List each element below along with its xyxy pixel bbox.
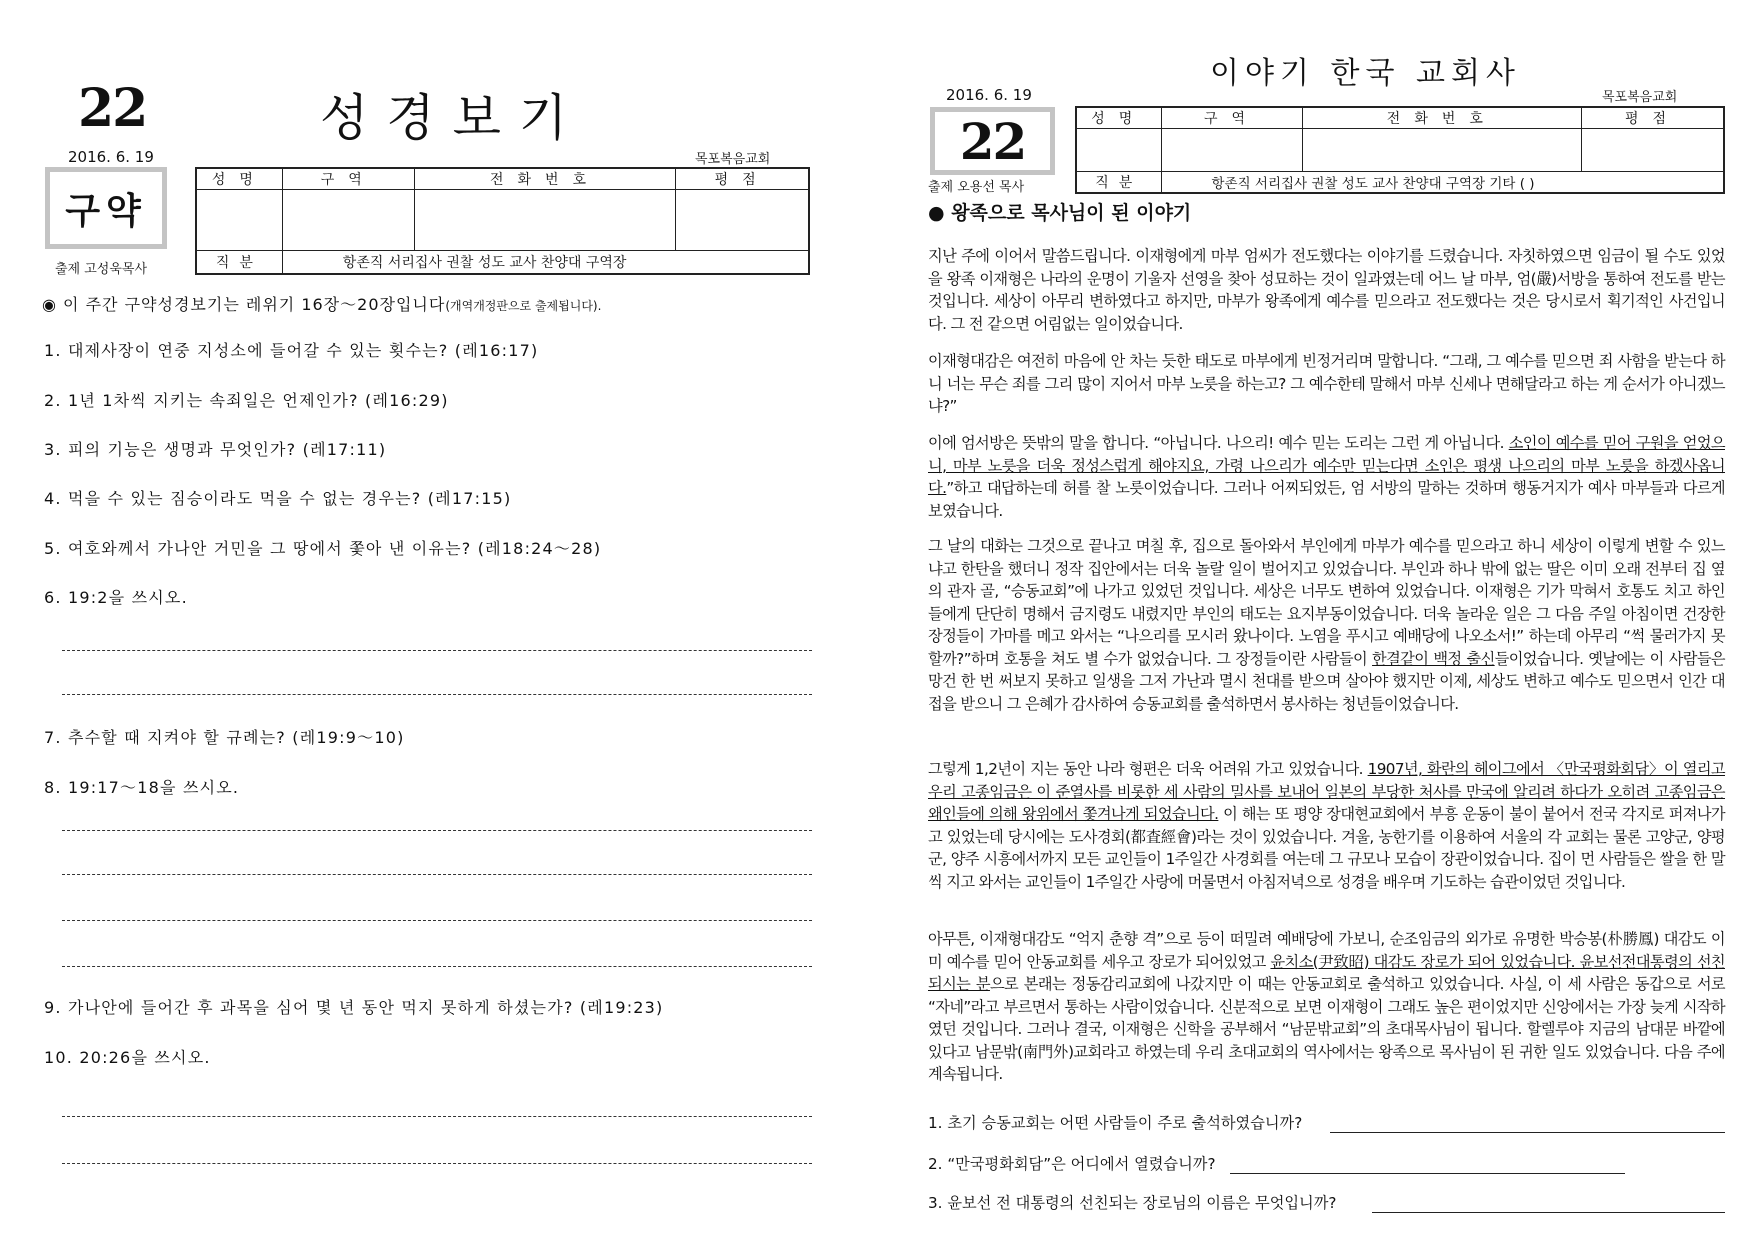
header-phone: 전화번호 xyxy=(414,168,676,190)
left-intro xyxy=(42,292,601,315)
answer-line[interactable] xyxy=(62,1116,812,1117)
left-page-title: 성경보기 xyxy=(320,89,586,147)
story-answer-line-2[interactable] xyxy=(1230,1173,1625,1174)
role-options[interactable]: 항존직 서리집사 권찰 성도 교사 찬양대 구역장 xyxy=(282,251,809,275)
answer-line[interactable] xyxy=(62,920,812,921)
question-7: 7. 추수할 때 지켜야 할 규례는? (레19:9～10) xyxy=(44,728,405,747)
right-page-title: 이야기 한국 교회사 xyxy=(1210,56,1521,91)
header-name: 성명 xyxy=(1076,107,1161,129)
story-paragraph-3: 이에 엄서방은 뜻밖의 말을 합니다. “아닙니다. 나으리! 예수 믿는 도리는 그런 게 아닙니다. 소인이 예수를 믿어 구원을 얻었으니, 마부 노릇을 더욱 정성스럽게 해야지요, 가령 나으리가 예수만 믿는다면 소인은 평생 나으리의 마부 노릇을 하겠사옵니다.”하고 대답하는데 허를 찰 노릇이었습니다. 그러나 어찌되었든, 엄 서방의 말하는 것하며 행동거지가 예사 마부들과 다르게 보였습니다. xyxy=(928,434,1725,520)
header-name: 성명 xyxy=(196,168,282,190)
header-district: 구역 xyxy=(1161,107,1302,129)
question-2: 2. 1년 1차씩 지키는 속죄일은 언제인가? (레16:29) xyxy=(44,391,449,410)
story-question-2: 2. “만국평화회담”은 어디에서 열렸습니까? xyxy=(928,1155,1216,1173)
underlined-quote: 소인이 예수를 믿어 구원을 얻었으니, 마부 노릇을 더욱 정성스럽게 해야지요, 가령 나으리가 예수만 믿는다면 소인은 평생 나으리의 마부 노릇을 하겠사옵니다. xyxy=(928,434,1725,497)
story-paragraph-2: 이재형대감은 여전히 마음에 안 차는 듯한 태도로 마부에게 빈정거리며 말합니다. “그래, 그 예수를 믿으면 죄 사함을 받는다 하니 너는 무슨 죄를 그리 많이 지어서 마부 노릇을 하는고? 그 예수한테 말해서 마부 신세나 면해달라고 하는 게 순서가 아니겠느냐?” xyxy=(928,352,1725,415)
left-registration-table xyxy=(195,167,810,275)
underlined-elders: 윤치소(尹致昭) 대감도 장로가 되어 있었습니다. 윤보선전대통령의 선친 되시는 분 xyxy=(928,952,1725,993)
left-church-name: 목포복음교회 xyxy=(695,152,771,167)
right-issue-number: 22 xyxy=(930,107,1055,175)
right-church-name: 목포복음교회 xyxy=(1602,90,1678,105)
name-field[interactable] xyxy=(1076,129,1161,172)
story-question-1: 1. 초기 승동교회는 어떤 사람들이 주로 출석하였습니까? xyxy=(928,1114,1303,1132)
role-label: 직분 xyxy=(196,251,282,275)
question-9: 9. 가나안에 들어간 후 과목을 심어 몇 년 동안 먹지 못하게 하셨는가? (레19:23) xyxy=(44,998,664,1017)
role-label: 직분 xyxy=(1076,172,1161,194)
question-10: 10. 20:26을 쓰시오. xyxy=(44,1048,211,1067)
district-field[interactable] xyxy=(1161,129,1302,172)
header-score: 평점 xyxy=(1582,107,1724,129)
right-registration-table xyxy=(1075,106,1725,194)
score-field xyxy=(676,190,809,251)
right-author: 출제 오용선 목사 xyxy=(928,180,1025,195)
left-author: 출제 고성욱목사 xyxy=(55,262,148,277)
question-3: 3. 피의 기능은 생명과 무엇인가? (레17:11) xyxy=(44,440,387,459)
header-phone: 전화번호 xyxy=(1302,107,1582,129)
answer-line[interactable] xyxy=(62,650,812,651)
header-district: 구역 xyxy=(282,168,414,190)
question-5: 5. 여호와께서 가나안 거민을 그 땅에서 쫓아 낸 이유는? (레18:24～28) xyxy=(44,539,602,558)
answer-line[interactable] xyxy=(62,830,812,831)
header-score: 평점 xyxy=(676,168,809,190)
score-field xyxy=(1582,129,1724,172)
right-date: 2016. 6. 19 xyxy=(946,86,1032,104)
district-field[interactable] xyxy=(282,190,414,251)
answer-line[interactable] xyxy=(62,966,812,967)
story-paragraph-4: 그 날의 대화는 그것으로 끝나고 며칠 후, 집으로 돌아와서 부인에게 마부가 예수를 믿으라고 하니 세상이 이렇게 변할 수 있느냐고 한탄을 했더니 정작 집안에서는 더욱 놀랄 일이 벌어지고 있었습니다. 부인과 하나 밖에 없는 딸은 이미 오래 전부터 집 옆의 관자 골, “승동교회”에 나가고 있었던 것입니다. 세상은 너무도 변하여 있었습니다. 이재형은 기가 막혀서 호통도 치고 하인들에게 단단히 명해서 금지령도 내렸지만 부인의 태도는 요지부동이었습니다. 더욱 놀라운 일은 그 다음 주일 아침이면 건장한 장정들이 가마를 메고 와서는 “나으리를 모시러 왔나이다. 노염을 푸시고 예배당에 나오소서!” 하는데 아무리 “썩 물러가지 못할까?”하며 호통을 쳐도 별 수가 없었습니다. 그 장정들이란 사람들이 한결같이 백정 출신들이었습니다. 옛날에는 이 사람들은 망건 한 번 써보지 못하고 일생을 그저 가난과 멸시 천대를 받으며 살아야 했지만 이제, 세상도 변하고 예수도 믿으면서 인간 대접을 받으니 그 은혜가 감사하여 승동교회를 출석하면서 봉사하는 청년들이었습니다. xyxy=(928,537,1725,713)
name-field[interactable] xyxy=(196,190,282,251)
question-6: 6. 19:2을 쓰시오. xyxy=(44,588,188,607)
question-8: 8. 19:17～18을 쓰시오. xyxy=(44,778,240,797)
phone-field[interactable] xyxy=(1302,129,1582,172)
question-1: 1. 대제사장이 연중 지성소에 들어갈 수 있는 횟수는? (레16:17) xyxy=(44,341,539,360)
question-4: 4. 먹을 수 있는 짐승이라도 먹을 수 없는 경우는? (레17:15) xyxy=(44,489,512,508)
story-paragraph-1: 지난 주에 이어서 말씀드립니다. 이재형에게 마부 엄씨가 전도했다는 이야기를 드렸습니다. 자칫하였으면 임금이 될 수도 있었을 왕족 이재형은 나라의 운명이 기울자 선영을 찾아 성묘하는 것이 일과였는데 어느 날 마부, 엄(嚴)서방을 통하여 전도를 받는 것입니다. 세상이 아무리 변하였다고 하지만, 마부가 왕족에게 예수를 믿으라고 전도했다는 것은 당시로서 획기적인 사건입니다. 그 전 같으면 어림없는 일이었습니다. xyxy=(928,247,1725,333)
story-question-3: 3. 윤보선 전 대통령의 선친되는 장로님의 이름은 무엇입니까? xyxy=(928,1194,1337,1212)
testament-badge: 구약 xyxy=(45,167,167,249)
story-title: ● 왕족으로 목사님이 된 이야기 xyxy=(928,202,1192,224)
story-paragraph-5: 그렇게 1,2년이 지는 동안 나라 형편은 더욱 어려워 가고 있었습니다. 1907년, 화란의 헤이그에서 〈만국평화회담〉이 열리고 우리 고종임금은 이 준열사를 비롯한 세 사람의 밀사를 보내어 일본의 부당한 처사를 만국에 알리려 하다가 오히려 고종임금은 왜인들에 의해 왕위에서 쫓겨나게 되었습니다. 이 해는 또 평양 장대현교회에서 부흥 운동이 불이 붙어서 전국 각지로 퍼져나가고 있었는데 당시에는 도사경회(都査經會)라는 것이 있었습니다. 겨울, 농한기를 이용하여 서울의 각 교회는 물론 고양군, 양평군, 양주 시흥에서까지 모든 교인들이 1주일간 사경회를 여는데 그 규모나 모습이 장관이었습니다. 집이 먼 사람들은 쌀을 한 말씩 지고 와서는 교인들이 1주일간 사랑에 머물면서 아침저녁으로 성경을 배우며 기도하는 습관이었던 것입니다. xyxy=(928,760,1725,891)
answer-line[interactable] xyxy=(62,694,812,695)
left-date: 2016. 6. 19 xyxy=(68,148,154,166)
answer-line[interactable] xyxy=(62,1163,812,1164)
underlined-history: 1907년, 화란의 헤이그에서 〈만국평화회담〉이 열리고 우리 고종임금은 이 준열사를 비롯한 세 사람의 밀사를 보내어 일본의 부당한 처사를 만국에 알리려 하다가 오히려 고종임금은 왜인들에 의해 왕위에서 쫓겨나게 되었습니다. xyxy=(928,760,1725,823)
left-issue-number: 22 xyxy=(78,78,147,139)
story-paragraph-6: 아무튼, 이재형대감도 “억지 춘향 격”으로 등이 떠밀려 예배당에 가보니, 순조임금의 외가로 유명한 박승봉(朴勝鳳) 대감도 이미 예수를 믿어 안동교회를 세우고 장로가 되어있었고 윤치소(尹致昭) 대감도 장로가 되어 있었습니다. 윤보선전대통령의 선친 되시는 분으로 본래는 정동감리교회에 나갔지만 이 때는 안동교회로 출석하고 있었습니다. 사실, 이 세 사람은 동갑으로 서로 “자네”라고 부르면서 통하는 사람이었습니다. 신분적으로 보면 이재형이 그래도 높은 편이었지만 신앙에서는 가장 늦게 시작하였던 것입니다. 그러나 결국, 이재형은 신학을 공부해서 “남문밖교회”의 초대목사님이 됩니다. 할렐루야 지금의 남대문 바깥에 있다고 남문밖(南門外)교회라고 하였는데 우리 초대교회의 역사에서는 왕족으로 목사님이 된 귀한 일도 있었습니다. 다음 주에 계속됩니다. xyxy=(928,930,1725,1083)
story-answer-line-3[interactable] xyxy=(1372,1212,1725,1213)
intro-main-text: ◉ 이 주간 구약성경보기는 레위기 16장～20장입니다 xyxy=(42,295,446,314)
answer-line[interactable] xyxy=(62,874,812,875)
role-options[interactable]: 항존직 서리집사 권찰 성도 교사 찬양대 구역장 기타 ( ) xyxy=(1161,172,1724,194)
underlined-phrase: 한결같이 백정 출신 xyxy=(1372,649,1495,668)
story-answer-line-1[interactable] xyxy=(1330,1132,1725,1133)
intro-note: (개역개정판으로 출제됩니다). xyxy=(445,299,602,313)
phone-field[interactable] xyxy=(414,190,676,251)
